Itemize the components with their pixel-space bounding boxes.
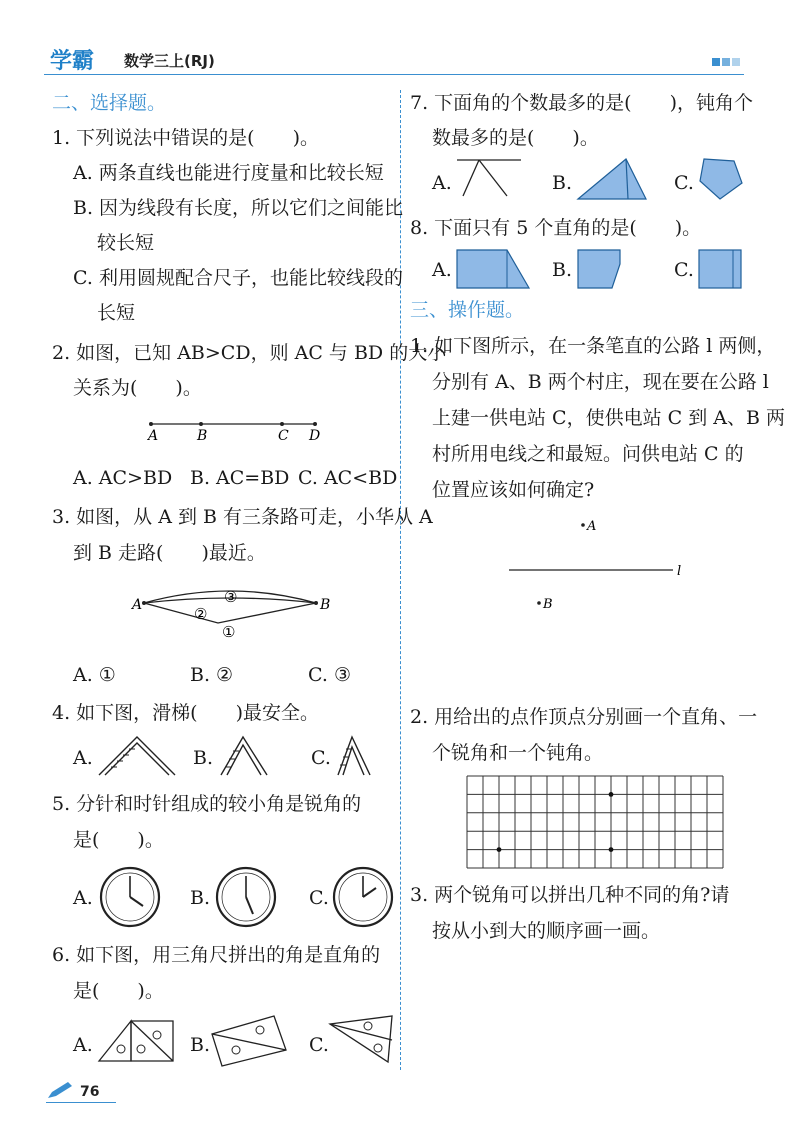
q1-option-a: A. 两条直线也能进行度量和比较长短 xyxy=(73,162,384,184)
q2-stem: 2. 如图，已知 AB>CD，则 AC 与 BD 的大小 xyxy=(52,342,447,364)
pentagon-figure-c xyxy=(696,155,746,203)
q6-option-c: C. xyxy=(309,1034,329,1056)
q7-stem-cont: 数最多的是( )。 xyxy=(432,127,599,149)
q6-stem-cont: 是( )。 xyxy=(73,980,164,1002)
header-rule xyxy=(44,74,744,75)
column-divider xyxy=(400,90,401,1070)
q3-paths-figure xyxy=(130,585,350,645)
q7-stem: 7. 下面角的个数最多的是( )，钝角个 xyxy=(410,92,753,114)
q2-option-b: B. AC=BD xyxy=(190,467,290,489)
q1-option-c-cont: 长短 xyxy=(97,302,136,324)
brand-logo: 学霸 xyxy=(50,49,95,74)
q3-option-a: A. ① xyxy=(73,664,116,686)
q4-option-b: B. xyxy=(193,747,214,769)
clock-a-icon xyxy=(99,866,161,928)
village-b-label: B xyxy=(543,597,553,612)
route-1-label: ① xyxy=(222,623,236,641)
q2-segment-figure xyxy=(148,416,328,446)
pencil-icon xyxy=(46,1080,76,1102)
village-a-label: A xyxy=(587,519,597,534)
q5-option-a: A. xyxy=(73,887,93,909)
q1-option-b-cont: 较长短 xyxy=(97,232,155,254)
road-villages-figure xyxy=(505,515,705,615)
q8-stem: 8. 下面只有 5 个直角的是( )。 xyxy=(410,217,702,239)
q4-option-c: C. xyxy=(311,747,331,769)
road-label: l xyxy=(677,564,682,579)
label-a: A xyxy=(148,428,159,444)
q5-option-b: B. xyxy=(190,887,211,909)
slide-c-icon xyxy=(332,733,377,778)
section-title-operation: 三、操作题。 xyxy=(410,299,525,321)
label-b: B xyxy=(197,428,208,444)
page-number: 76 xyxy=(80,1084,100,1100)
set-square-b-icon xyxy=(210,1012,290,1068)
grid-vertex-point xyxy=(497,847,502,852)
q3-stem-cont: 到 B 走路( )最近。 xyxy=(73,542,266,564)
header-square xyxy=(712,58,720,66)
header-square xyxy=(722,58,730,66)
slide-a-icon xyxy=(97,733,177,778)
q1-option-c: C. 利用圆规配合尺子，也能比较线段的 xyxy=(73,267,403,289)
q1-option-b: B. 因为线段有长度，所以它们之间能比 xyxy=(73,197,404,219)
label-d: D xyxy=(309,428,321,444)
grid-vertex-point xyxy=(609,847,614,852)
route-3-label: ③ xyxy=(224,588,238,606)
header-square xyxy=(732,58,740,66)
q8-option-b: B. xyxy=(552,259,573,281)
q5-stem-cont: 是( )。 xyxy=(73,829,164,851)
q3-option-c: C. ③ xyxy=(308,664,351,686)
q3-stem: 3. 如图，从 A 到 B 有三条路可走，小华从 A xyxy=(52,506,433,528)
op1-line-4: 村所用电线之和最短。问供电站 C 的 xyxy=(432,443,744,465)
q5-stem: 5. 分针和时针组成的较小角是锐角的 xyxy=(52,793,362,815)
set-square-a-icon xyxy=(97,1015,177,1065)
q2-option-c: C. AC<BD xyxy=(298,467,398,489)
label-a: A xyxy=(132,597,143,613)
quad-figure-b xyxy=(576,248,630,292)
section-title-choice: 二、选择题。 xyxy=(52,92,167,114)
triangle-figure-b xyxy=(576,155,648,203)
rectangle-figure-c xyxy=(697,248,745,292)
set-square-c-icon xyxy=(328,1012,398,1068)
angle-figure-a xyxy=(455,150,525,200)
q2-stem-cont: 关系为( )。 xyxy=(73,377,202,399)
trapezoid-figure-a xyxy=(455,248,535,292)
op2-line-1: 2. 用给出的点作顶点分别画一个直角、一 xyxy=(410,706,758,728)
q8-option-c: C. xyxy=(674,259,694,281)
op2-line-2: 个锐角和一个钝角。 xyxy=(432,742,604,764)
clock-b-icon xyxy=(215,866,277,928)
q6-option-b: B. xyxy=(190,1034,211,1056)
route-2-label: ② xyxy=(194,605,208,623)
q7-option-b: B. xyxy=(552,172,573,194)
clock-c-icon xyxy=(332,866,394,928)
op1-line-3: 上建一供电站 C，使供电站 C 到 A、B 两 xyxy=(432,407,785,429)
q4-stem: 4. 如下图，滑梯( )最安全。 xyxy=(52,702,319,724)
label-c: C xyxy=(278,428,289,444)
footer-rule xyxy=(46,1102,116,1103)
grid-vertex-point xyxy=(609,792,614,797)
op1-line-1: 1. 如下图所示，在一条笔直的公路 l 两侧， xyxy=(410,335,776,357)
q3-option-b: B. ② xyxy=(190,664,234,686)
label-b: B xyxy=(320,597,331,613)
slide-b-icon xyxy=(215,733,275,778)
book-title: 数学三上(RJ) xyxy=(124,52,215,70)
q7-option-a: A. xyxy=(432,172,452,194)
q8-option-a: A. xyxy=(432,259,452,281)
q1-stem: 1. 下列说法中错误的是( )。 xyxy=(52,127,319,149)
q7-option-c: C. xyxy=(674,172,694,194)
q5-option-c: C. xyxy=(309,887,329,909)
q4-option-a: A. xyxy=(73,747,93,769)
op3-line-1: 3. 两个锐角可以拼出几种不同的角?请 xyxy=(410,884,730,906)
op1-line-5: 位置应该如何确定? xyxy=(432,479,595,501)
op3-line-2: 按从小到大的顺序画一画。 xyxy=(432,920,661,942)
q2-option-a: A. AC>BD xyxy=(73,467,173,489)
dot-grid xyxy=(466,775,724,869)
op1-line-2: 分别有 A、B 两个村庄，现在要在公路 l xyxy=(432,371,769,393)
q6-option-a: A. xyxy=(73,1034,93,1056)
q6-stem: 6. 如下图，用三角尺拼出的角是直角的 xyxy=(52,944,381,966)
